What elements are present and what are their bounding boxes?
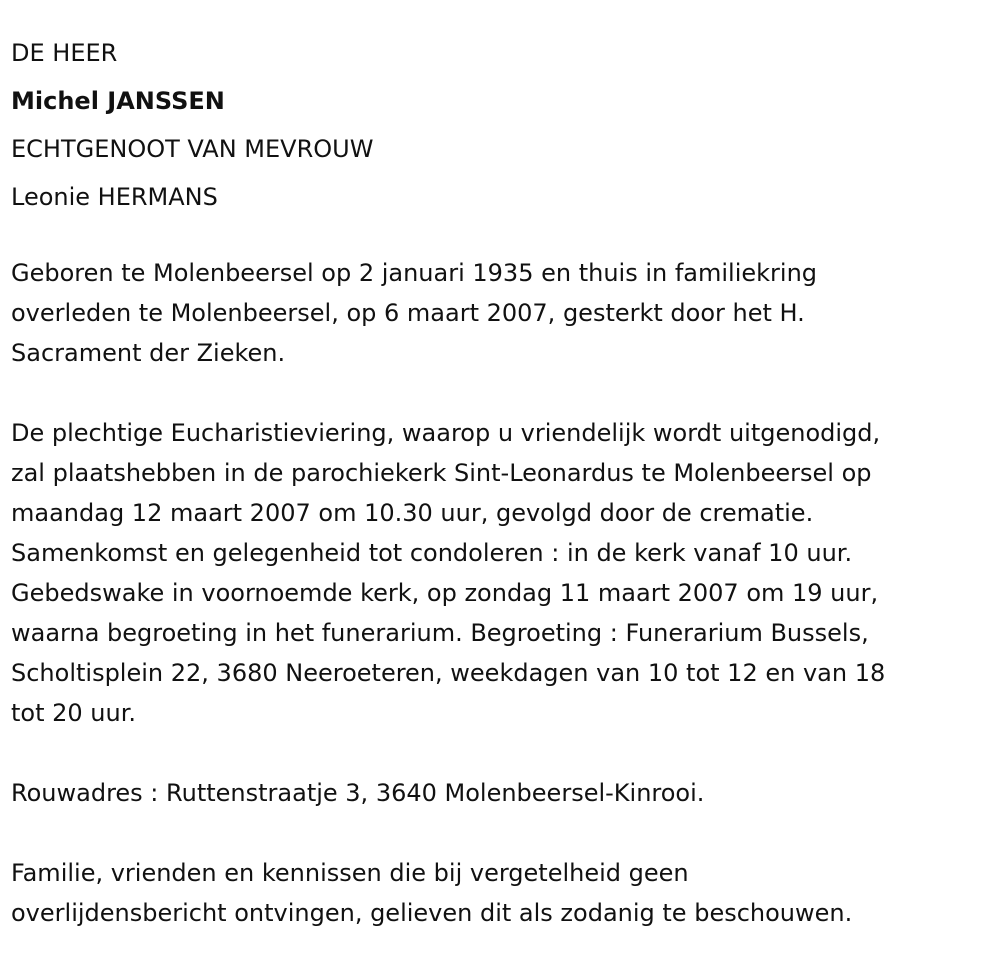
ceremony-paragraph	[11, 413, 991, 733]
text-line: Rouwadres : Ruttenstraatje 3, 3640 Molenbeersel-Kinrooi.	[11, 779, 705, 807]
spacer	[11, 225, 991, 253]
text-line: Samenkomst en gelegenheid tot condoleren : in de kerk vanaf 10 uur.	[11, 539, 853, 567]
text-line: Sacrament der Zieken.	[11, 339, 286, 367]
birth-paragraph	[11, 253, 991, 373]
text-line: Familie, vrienden en kennissen die bij vergetelheid geen	[11, 859, 689, 887]
text-line: overleden te Molenbeersel, op 6 maart 2007, gesterkt door het H.	[11, 299, 805, 327]
text-line: zal plaatshebben in de parochiekerk Sint-Leonardus te Molenbeersel op	[11, 459, 872, 487]
address-paragraph	[11, 773, 991, 813]
spacer	[11, 733, 991, 773]
text-line: Gebedswake in voornoemde kerk, op zondag 11 maart 2007 om 19 uur,	[11, 579, 879, 607]
deceased-name: Michel JANSSEN	[11, 87, 225, 115]
spacer	[11, 813, 991, 853]
obituary-document	[11, 33, 991, 933]
closing-paragraph	[11, 853, 991, 933]
text-line: maandag 12 maart 2007 om 10.30 uur, gevolgd door de crematie.	[11, 499, 814, 527]
title-label: DE HEER	[11, 39, 118, 67]
spouse-name: Leonie HERMANS	[11, 183, 218, 211]
text-line: overlijdensbericht ontvingen, gelieven dit als zodanig te beschouwen.	[11, 899, 853, 927]
text-line: waarna begroeting in het funerarium. Begroeting : Funerarium Bussels,	[11, 619, 869, 647]
text-line: Scholtisplein 22, 3680 Neeroeteren, weekdagen van 10 tot 12 en van 18	[11, 659, 886, 687]
spacer	[11, 373, 991, 413]
text-line: Geboren te Molenbeersel op 2 januari 1935 en thuis in familiekring	[11, 259, 818, 287]
text-line: De plechtige Eucharistieviering, waarop u vriendelijk wordt uitgenodigd,	[11, 419, 881, 447]
spouse-label: ECHTGENOOT VAN MEVROUW	[11, 135, 374, 163]
text-line: tot 20 uur.	[11, 699, 137, 727]
